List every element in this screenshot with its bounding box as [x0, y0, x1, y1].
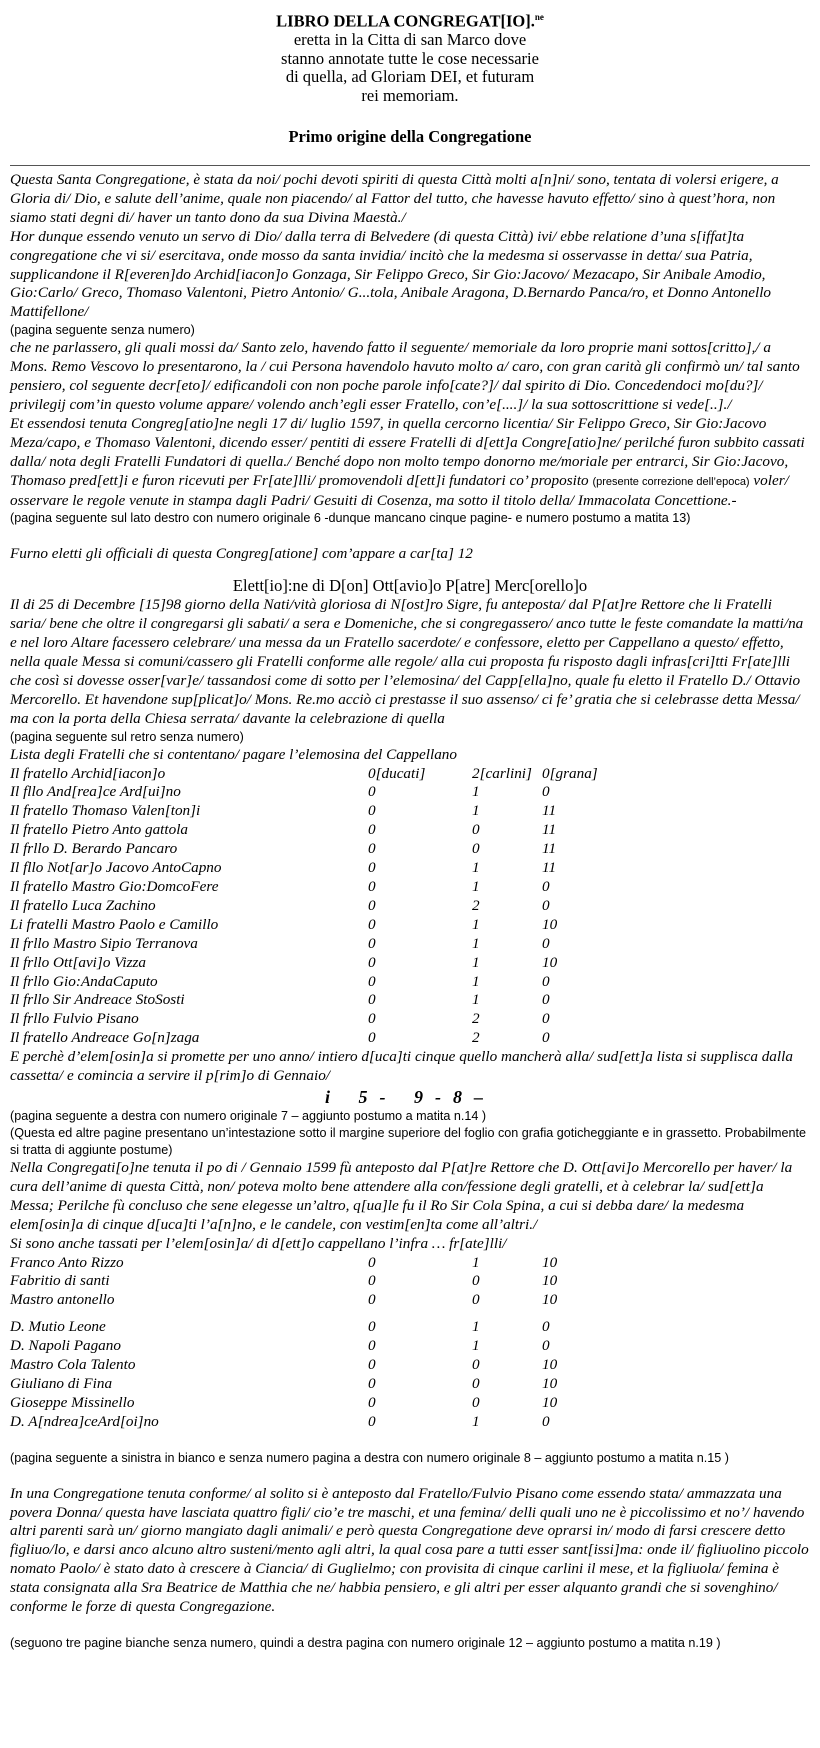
- carlini-value: 1: [472, 859, 480, 877]
- grana-value: 0: [542, 896, 550, 914]
- table-row: [10, 1272, 662, 1291]
- election-heading: Elett[io]:ne di D[on] Ott[avio]o P[atre] Merc[orello]o: [232, 576, 588, 596]
- editor-note: (seguono tre pagine bianche senza numero, quindi a destra pagina con numero originale 12 – aggiunto postumo a matita n.19 ): [10, 1636, 721, 1650]
- grana-value: 11: [542, 840, 557, 858]
- table-row: [10, 897, 662, 916]
- grana-value: 10: [542, 1356, 558, 1374]
- grana-value: 0: [542, 972, 550, 990]
- paragraph: Et essendosi tenuta Congreg[atio]ne negli 17 di/ luglio 1597, in quella cercorno licentia/ Sir Felippo Greco, Sir Gio:Jacovo Meza/capo, e Thomaso Valentoni, dicendo esser/ pentiti di essere Fratelli di d[ett]a Congre[atio]ne/ perilché furon subbito cassati dalla/ nota degli Fratelli Fundatori di quella./ Benché dopo non molto tempo donorno me/moriale per entrarci, Sir Gio:Jacovo, Thomaso pred[ett]i e furon ricevuti per Fr[ate]lli/ promovendoli d[ett]i fundatori co’ proposito (presente correzione dell’epoca) voler/ osservare le regole venute in stampa dagli Padri/ Gesuiti di Cosenza, ma sotto il titolo della/ Immacolata Concettione.-: [10, 414, 805, 509]
- member-name: Il fllo Not[ar]o Jacovo AntoCapno: [10, 859, 222, 877]
- carlini-value: 1: [472, 1412, 480, 1430]
- carlini-value: 1: [472, 1337, 480, 1355]
- ducati-value: 0: [368, 1253, 376, 1271]
- carlini-value: 0: [472, 821, 480, 839]
- grana-value: 11: [542, 802, 557, 820]
- table-row: [10, 954, 662, 973]
- table-row: [10, 1291, 662, 1310]
- member-name: Il fratello Mastro Gio:DomcoFere: [10, 878, 219, 895]
- paragraph: Il di 25 di Decembre [15]98 giorno della Nati/vità gloriosa di N[ost]ro Sigre, fu anteposta/ dal P[at]re Rettore che li Fratelli saria/ bene che oltre il congregarsi gli sabati/ a sera e Domeniche, che si congregassero/ anco tutte le feste comandate la matti/na e nel loro Altare facessero celebrare/ una messa da un Fratello sacerdote/ e confessore, eletto per Cappellano a questo/ effetto, nella quale Messa si comuni/cassero gli Fratelli conforme alle regole/ alla cui proposta fu risposto dagli infras[cri]tti Fr[ate]lli che così si dovesse osser[var]e/ tassandosi come di sotto per l’elemosina/ del Capp[ella]no, quale fu eletto il Fratello D./ Ottavio Mercorello. Et havendone sup[plicat]o/ Mons. Re.mo acciò ci prestasse il suo assenso/ ci fe’ gratia che si celebrasse detta Messa/ ma con la porta della Chiesa serrata/ davante la celebrazione di quella: [10, 596, 804, 727]
- divider-line: [10, 165, 810, 166]
- table-row: [10, 1010, 662, 1029]
- ducati-value: 0: [368, 1029, 376, 1047]
- carlini-value: 2: [472, 1029, 480, 1047]
- table-row: [10, 821, 662, 840]
- grana-value: 10: [542, 1272, 558, 1290]
- ducati-value: 0: [368, 991, 376, 1009]
- member-name: Giuliano di Fina: [10, 1374, 113, 1392]
- member-name: Il fratello Thomaso Valen[ton]i: [10, 802, 201, 820]
- document-title: LIBRO DELLA CONGREGAT[IO].$^{ne}$: [276, 11, 544, 31]
- editor-note: (pagina seguente sul lato destro con numero originale 6 -dunque mancano cinque pagine- e numero postumo a matita 13): [10, 511, 691, 526]
- grana-value: 10: [542, 1393, 558, 1411]
- year-heading: i 5- 9-8–: [325, 1086, 495, 1107]
- chaplain-offering-table-3: [10, 1318, 662, 1431]
- ducati-value: 0: [368, 1318, 376, 1336]
- carlini-value: 0: [472, 1272, 480, 1290]
- member-name: Mastro Cola Talento: [10, 1356, 136, 1374]
- member-name: Il frllo D. Berardo Pancaro: [10, 840, 178, 858]
- carlini-value: 0: [472, 840, 480, 858]
- carlini-value: 2[carlini]: [472, 764, 532, 782]
- carlini-value: 1: [472, 878, 480, 895]
- ducati-value: 0: [368, 1356, 376, 1374]
- carlini-value: 2: [472, 1010, 480, 1028]
- member-name: Mastro antonello: [10, 1291, 115, 1309]
- header-line: rei memoriam.: [361, 85, 459, 105]
- paragraph: Hor dunque essendo venuto un servo di Dio/ dalla terra di Belvedere (di questa Città) ivi/ ebbe relatione d’una s[iffat]ta congregatione che vi si/ esercitava, onde mosso da santa invidia/ incitò che la medesma si osservasse in detta/ sua Patria, supplicandone il R[everen]do Archid[iacon]o Gonzaga, Sir Felippo Greco, Sir Gio:Jacovo/ Mezacapo, Sir Anibale Amodio, Gio:Carlo/ Greco, Thomaso Valentoni, Pietro Antonio/ G...tola, Anibale Aragona, D.Bernardo Panca/ro, et Donno Antonello Mattifellone/: [10, 227, 772, 321]
- member-name: Il frllo Ott[avi]o Vizza: [10, 953, 146, 971]
- document-header: [10, 8, 810, 105]
- member-name: Li fratelli Mastro Paolo e Camillo: [10, 915, 219, 933]
- grana-value: 10: [542, 1291, 558, 1309]
- carlini-value: 1: [472, 934, 480, 952]
- member-name: Il frllo Fulvio Pisano: [10, 1010, 139, 1028]
- table-row: [10, 1337, 662, 1356]
- editor-note: (pagina seguente a destra con numero originale 7 – aggiunto postumo a matita n.14 ): [10, 1108, 487, 1123]
- grana-value: 0: [542, 934, 550, 952]
- member-name: Il fratello Pietro Anto gattola: [10, 821, 189, 839]
- paragraph: Furno eletti gli officiali di questa Congreg[atione] com’appare a car[ta] 12: [10, 545, 473, 563]
- document-page: [10, 8, 810, 1652]
- grana-value: 10: [542, 1374, 558, 1392]
- ducati-value: 0: [368, 821, 376, 839]
- header-line: stanno annotate tutte le cose necessarie: [281, 48, 539, 68]
- section-subtitle: Primo origine della Congregatione: [288, 127, 532, 146]
- ducati-value: 0: [368, 1337, 376, 1355]
- table-row: [10, 991, 662, 1010]
- member-name: D. Mutio Leone: [10, 1318, 106, 1336]
- ducati-value: 0: [368, 915, 376, 933]
- grana-value: 0: [542, 991, 550, 1009]
- table-row: [10, 765, 662, 784]
- carlini-value: 2: [472, 896, 480, 914]
- ducati-value: 0[ducati]: [368, 764, 426, 782]
- carlini-value: 1: [472, 972, 480, 990]
- grana-value: 0: [542, 1318, 550, 1336]
- member-name: Il fllo And[rea]ce Ard[ui]no: [10, 783, 181, 801]
- paragraph: In una Congregatione tenuta conforme/ al solito si è anteposto dal Fratello/Fulvio Pisano come essendo stata/ ammazzata una povera Donna/ questa have lasciata quattro figli/ cio’e tre maschi, et una femina/ delli quali uno ne è piccolissimo et no’/ havendo altri parenti sarà un/ giorno mangiato dagli animali/ e però questa Congregatione deve oprarsi in/ modo di farsi crescere detto figliuo/lo, e darsi anco alcuno altro susteni/mento agli altri, la qual cosa pare a tutti esser sant[issi]ma: onde il/ figliuolino piccolo nomato Paolo/ è stato dato à crescere à Ciancia/ di Guglielmo; con provisita di cinque carlini il mese, et la figliuola/ femina è stata consignata alla Sra Beatrice de Matthia che ne/ habbia pensiero, e gli altri per esser alquanto grandi che si sovenghino/ conforme le forze di questa Congregazione.: [10, 1484, 809, 1616]
- table-row: [10, 802, 662, 821]
- grana-value: 0: [542, 878, 550, 895]
- member-name: Il fratello Archid[iacon]o: [10, 764, 166, 782]
- table-row: [10, 916, 662, 935]
- grana-value: 10: [542, 915, 558, 933]
- ducati-value: 0: [368, 953, 376, 971]
- member-name: Il frllo Sir Andreace StoSosti: [10, 991, 185, 1009]
- ducati-value: 0: [368, 840, 376, 858]
- member-name: Il fratello Andreace Go[n]zaga: [10, 1029, 200, 1047]
- ducati-value: 0: [368, 1291, 376, 1309]
- ducati-value: 0: [368, 1374, 376, 1392]
- carlini-value: 0: [472, 1291, 480, 1309]
- paragraph: Questa Santa Congregatione, è stata da noi/ pochi devoti spiriti di questa Città molti a[n]ni/ sono, tentata di volersi erigere, a Gloria di/ Dio, e salute dell’anime, quale non piacendo/ al Fattor del tutto, che havesse havuto effetto/ sino à quest’hora, non siamo stati degni di/ haver un tanto dono da sua Divina Maestà./: [10, 171, 779, 226]
- carlini-value: 0: [472, 1374, 480, 1392]
- table-row: [10, 859, 662, 878]
- ducati-value: 0: [368, 934, 376, 952]
- header-line: di quella, ad Gloriam DEI, et futuram: [285, 67, 535, 86]
- grana-value: 0: [542, 1412, 550, 1430]
- table-row: [10, 1394, 662, 1413]
- carlini-value: 0: [472, 1393, 480, 1411]
- paragraph: che ne parlassero, gli quali mossi da/ Santo zelo, havendo fatto il seguente/ memoriale da loro proprie mani sottos[critto],/ a Mons. Remo Vescovo lo presentarono, la / cui Persona havendolo havuto molto a/ caro, con gran carità gli confirmò un/ tal santo pensiero, col seguente decr[eto]/ edificandoli con non poche parole info[cate?]/ dal spirito di Dio. Concedendoci mo[du?]/ privilegij com’in questo volume appare/ volendo anch’egli esser Fratello, con’e[....]/ la sua sottoscrittione si vede[..]./: [10, 339, 800, 413]
- table-row: [10, 840, 662, 859]
- member-name: D. Napoli Pagano: [10, 1337, 121, 1355]
- member-name: Fabritio di santi: [10, 1272, 110, 1290]
- table-row: [10, 1318, 662, 1337]
- table-row: [10, 783, 662, 802]
- grana-value: 0: [542, 783, 550, 801]
- member-name: Il frllo Gio:AndaCaputo: [10, 972, 158, 990]
- editor-note: (pagina seguente senza numero): [10, 323, 195, 338]
- ducati-value: 0: [368, 878, 376, 895]
- table-row: [10, 1356, 662, 1375]
- carlini-value: 0: [472, 1356, 480, 1374]
- ducati-value: 0: [368, 896, 376, 914]
- inline-note: (presente correzione dell’epoca): [592, 475, 750, 488]
- member-name: Gioseppe Missinello: [10, 1393, 135, 1411]
- ducati-value: 0: [368, 1272, 376, 1290]
- paragraph: E perchè d’elem[osin]a si promette per uno anno/ intiero d[uca]ti cinque quello mancherà alla/ sud[ett]a lista si supplisca dalla cassetta/ e comincia a servire il p[rim]o di Gennaio/: [10, 1048, 793, 1085]
- editor-note: (pagina seguente sul retro senza numero): [10, 729, 244, 744]
- carlini-value: 1: [472, 991, 480, 1009]
- ducati-value: 0: [368, 783, 376, 801]
- carlini-value: 1: [472, 783, 480, 801]
- ducati-value: 0: [368, 859, 376, 877]
- carlini-value: 1: [472, 953, 480, 971]
- member-name: Il frllo Mastro Sipio Terranova: [10, 934, 198, 952]
- member-name: Il fratello Luca Zachino: [10, 896, 156, 914]
- editor-note: (pagina seguente a sinistra in bianco e senza numero pagina a destra con numero originale 8 – aggiunto postumo a matita n.15 ): [10, 1450, 729, 1465]
- grana-value: 11: [542, 859, 557, 877]
- member-name: Franco Anto Rizzo: [10, 1253, 124, 1271]
- editor-note: (Questa ed altre pagine presentano un’intestazione sotto il margine superiore del foglio con grafia goticheggiante e in grassetto. Probabilmente si tratta di aggiunte postume): [10, 1125, 807, 1157]
- carlini-value: 1: [472, 802, 480, 820]
- chaplain-offering-table-2: [10, 1254, 662, 1311]
- table-row: [10, 935, 662, 954]
- ducati-value: 0: [368, 1010, 376, 1028]
- grana-value: 10: [542, 1253, 558, 1271]
- ducati-value: 0: [368, 1393, 376, 1411]
- grana-value: 11: [542, 821, 557, 839]
- paragraph: Nella Congregati[o]ne tenuta il po di / Gennaio 1599 fù anteposto dal P[at]re Rettore che D. Ott[avi]o Mercorello per haver/ la cura dell’anime di questa Città, non/ poteva molto bene attendere alla con/fessione degli gratelli, et à celebrar la/ sud[ett]a Messa; Perilche fù concluso che sene elegesse un’altro, q[ua]le fu il Ro Sir Cola Spina, a cui si debba dare/ la medesma elem[osin]a di cinque d[uca]ti l’a[n]no, e le candele, con vestim[en]ta come all’altri./: [10, 1158, 793, 1233]
- list-heading: Lista degli Fratelli che si contentano/ pagare l’elemosina del Cappellano: [10, 745, 457, 763]
- table-row: [10, 1413, 662, 1432]
- table-row: [10, 1254, 662, 1273]
- ducati-value: 0: [368, 972, 376, 990]
- list-heading: Si sono anche tassati per l’elem[osin]a/ di d[ett]o cappellano l’infra … fr[ate]lli/: [10, 1234, 507, 1252]
- grana-value: 0: [542, 1029, 550, 1047]
- chaplain-offering-table: [10, 765, 662, 1049]
- member-name: D. A[ndrea]ceArd[oi]no: [10, 1412, 159, 1430]
- ducati-value: 0: [368, 1412, 376, 1430]
- table-row: [10, 1029, 662, 1048]
- grana-value: 0: [542, 1010, 550, 1028]
- table-row: [10, 1375, 662, 1394]
- carlini-value: 1: [472, 915, 480, 933]
- ducati-value: 0: [368, 802, 376, 820]
- carlini-value: 1: [472, 1318, 480, 1336]
- grana-value: 10: [542, 953, 558, 971]
- table-row: [10, 878, 662, 897]
- grana-value: 0[grana]: [542, 764, 598, 782]
- table-row: [10, 973, 662, 992]
- header-line: eretta in la Citta di san Marco dove: [293, 30, 527, 49]
- carlini-value: 1: [472, 1253, 480, 1271]
- grana-value: 0: [542, 1337, 550, 1355]
